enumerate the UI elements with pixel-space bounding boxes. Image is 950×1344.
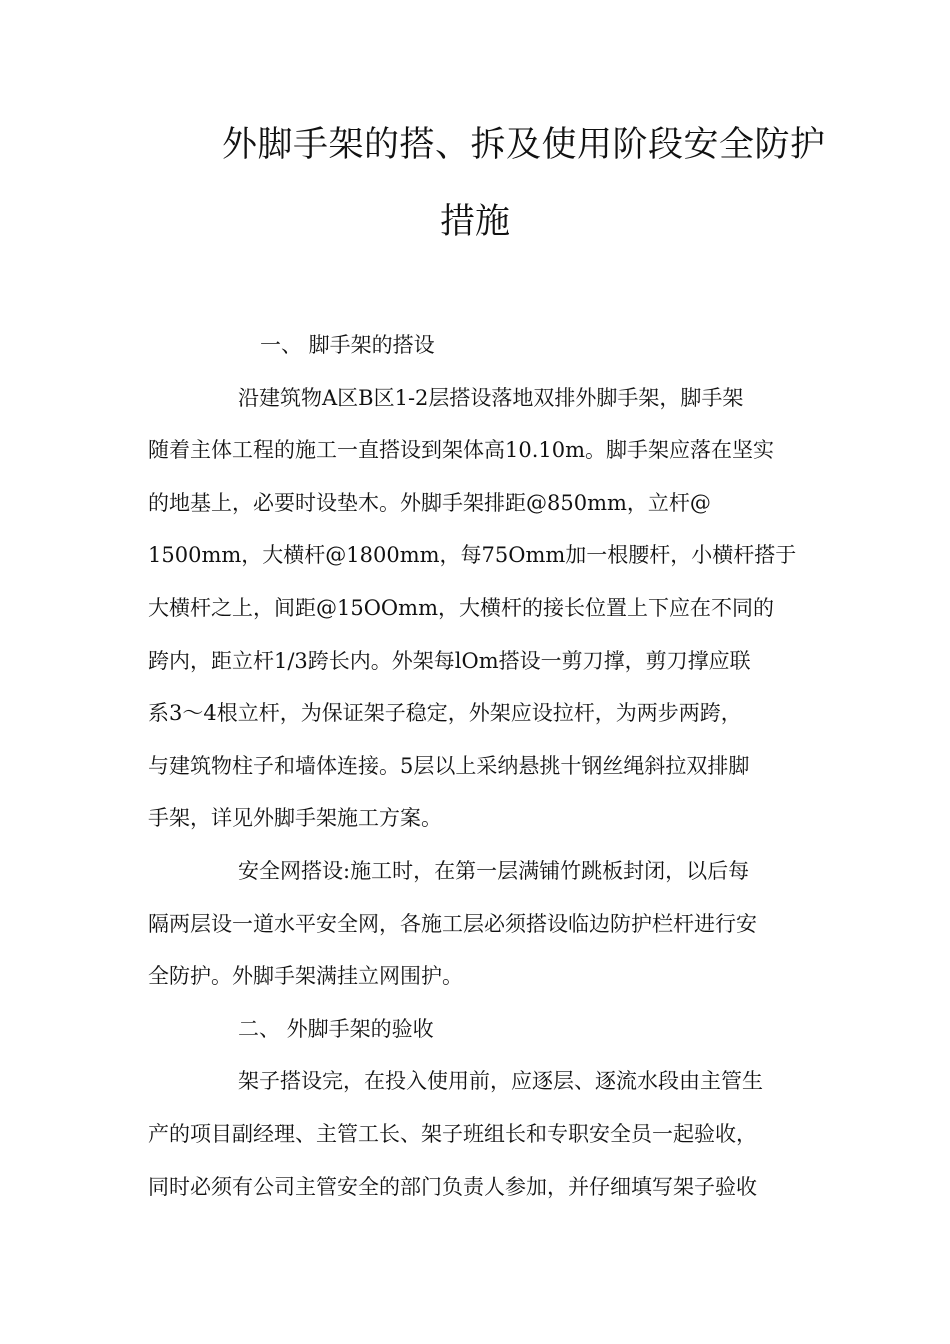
paragraph-1-line-7: 系3～4根立杆，为保证架子稳定，外架应设拉杆，为两步两跨， bbox=[148, 701, 742, 726]
paragraph-2-line-2: 隔两层设一道水平安全网，各施工层必须搭设临边防护栏杆进行安 bbox=[148, 911, 757, 936]
paragraph-1-line-3: 的地基上，必要时设垫木。外脚手架排距@850mm，立杆@ bbox=[148, 490, 711, 515]
paragraph-1-line-2: 随着主体工程的施工一直搭设到架体高10.10m。脚手架应落在坚实 bbox=[148, 438, 775, 463]
paragraph-1-line-8: 与建筑物柱子和墙体连接。5层以上采纳悬挑十钢丝绳斜拉双排脚 bbox=[148, 753, 750, 778]
paragraph-1-line-9: 手架，详见外脚手架施工方案。 bbox=[148, 806, 442, 831]
paragraph-1-line-6: 跨内，距立杆1/3跨长内。外架每lOm搭设一剪刀撑，剪刀撑应联 bbox=[148, 648, 751, 673]
paragraph-1-line-5: 大横杆之上，间距@15OOmm，大横杆的接长位置上下应在不同的 bbox=[148, 595, 774, 620]
paragraph-2-line-1: 安全网搭设:施工时，在第一层满铺竹跳板封闭，以后每 bbox=[238, 858, 750, 883]
paragraph-3-line-2: 产的项目副经理、主管工长、架子班组长和专职安全员一起验收， bbox=[148, 1121, 757, 1146]
document-title-line-2: 措施 bbox=[440, 202, 511, 242]
paragraph-2-line-3: 全防护。外脚手架满挂立网围护。 bbox=[148, 964, 463, 989]
paragraph-1-line-1: 沿建筑物A区B区1-2层搭设落地双排外脚手架，脚手架 bbox=[238, 385, 744, 410]
section-heading-2: 二、 外脚手架的验收 bbox=[238, 1016, 434, 1041]
document-title-line-1: 外脚手架的搭、拆及使用阶段安全防护 bbox=[222, 125, 826, 165]
paragraph-3-line-3: 同时必须有公司主管安全的部门负责人参加，并仔细填写架子验收 bbox=[148, 1174, 757, 1199]
paragraph-1-line-4: 1500mm，大横杆@1800mm，每75Omm加一根腰杆，小横杆搭于 bbox=[148, 543, 797, 568]
section-heading-1: 一、 脚手架的搭设 bbox=[260, 333, 435, 357]
document-body bbox=[148, 319, 808, 1213]
paragraph-3-line-1: 架子搭设完，在投入使用前，应逐层、逐流水段由主管生 bbox=[238, 1069, 763, 1094]
